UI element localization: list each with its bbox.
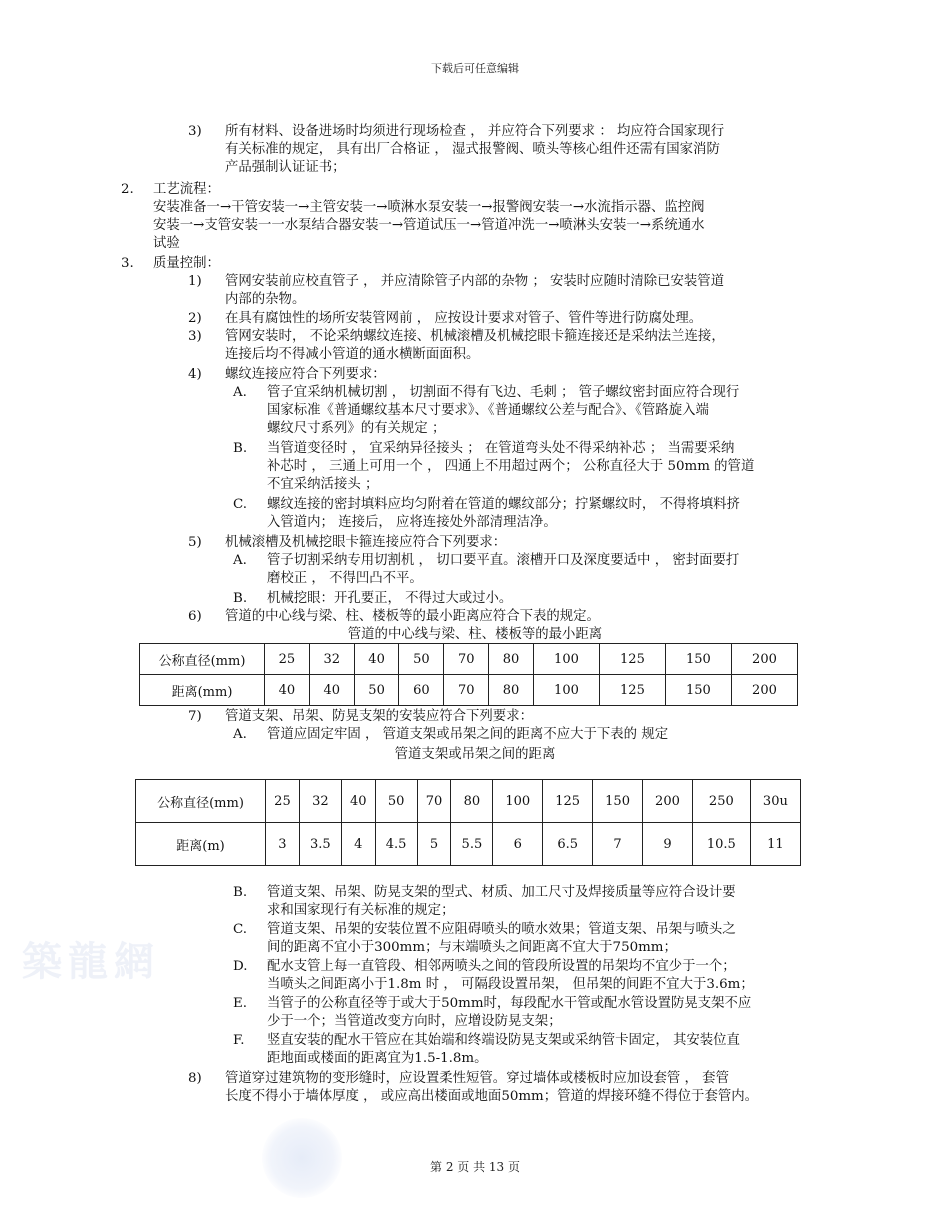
text-line: 管道支架、吊架的安装位置不应阻碍喷头的喷水效果；管道支架、吊架与喷头之 [267, 922, 736, 937]
text-line: 竖直安装的配水干管应在其始端和终端设防晃支架或采纳管卡固定， 其安装位直 [267, 1033, 740, 1048]
table-cell: 11 [750, 823, 800, 866]
text-line: 长度不得小于墙体厚度 ， 或应高出楼面或地面50mm；管道的焊接环缝不得位于套管内。 [225, 1089, 759, 1104]
text-line: 产品强制认证证书； [225, 160, 346, 175]
text-line: 在具有腐蚀性的场所安装管网前 ， 应按设计要求对管子、管件等进行防腐处理。 [225, 311, 703, 326]
text-line: 少于一个；当管道改变方向时，应增设防晃支架； [267, 1014, 562, 1029]
table-cell: 60 [399, 675, 444, 706]
watermark-text: 築龍網 [22, 938, 160, 985]
table-cell: 25 [265, 644, 310, 675]
item-number: 5) [188, 535, 202, 550]
table-cell: 50 [399, 644, 444, 675]
table2-caption: 管道支架或吊架之间的距离 [394, 747, 556, 762]
table-cell: 9 [643, 823, 693, 866]
table-cell: 200 [731, 644, 797, 675]
table-min-distance [139, 643, 798, 706]
table-cell: 80 [451, 780, 493, 823]
table-cell: 125 [599, 675, 665, 706]
row-label: 公称直径(mm) [140, 644, 265, 675]
text-line: 磨校正 ， 不得凹凸不平。 [267, 571, 423, 586]
table-cell: 5 [417, 823, 451, 866]
table-cell: 7 [593, 823, 643, 866]
table-cell: 200 [643, 780, 693, 823]
table-cell: 200 [731, 675, 797, 706]
item-number: B. [233, 591, 248, 606]
table-cell: 70 [444, 675, 489, 706]
table-cell: 40 [341, 780, 375, 823]
text-line: 当喷头之间距离小于1.8m 时 ， 可隔段设置吊架， 但吊架的间距不宜大于3.6m； [267, 977, 754, 992]
text-line: 求和国家现行有关标准的规定； [267, 903, 455, 918]
text-line: 螺纹连接的密封填料应均匀附着在管道的螺纹部分；拧紧螺纹时， 不得将填料挤 [267, 497, 740, 512]
item-number: 7) [188, 709, 202, 724]
text-line: 安装一→支管安装一一水泵结合器安装一→管道试压一→管道冲洗一→喷淋头安装一→系统通水 [153, 218, 705, 233]
text-line: 安装准备一→干管安装一→主管安装一→喷淋水泵安装一→报警阀安装一→水流指示器、监控阀 [153, 200, 705, 215]
text-line: 试验 [153, 236, 180, 251]
text-line: 距地面或楼面的距离宜为1.5-1.8m。 [267, 1051, 488, 1066]
text-line: 管道应固定牢固 ， 管道支架或吊架之间的距离不应大于下表的 规定 [267, 727, 669, 742]
section-title: 管道的中心线与梁、柱、楼板等的最小距离应符合下表的规定。 [225, 609, 600, 624]
section-title: 螺纹连接应符合下列要求： [225, 367, 386, 382]
table-cell: 100 [493, 780, 543, 823]
text-line: 连接后均不得减小管道的通水横断面面积。 [225, 347, 480, 362]
item-number: C. [233, 922, 248, 937]
table-row [140, 644, 798, 675]
text-line: 内部的杂物。 [225, 292, 306, 307]
page-header: 下载后可任意编辑 [431, 62, 519, 75]
section-title: 机械滚槽及机械挖眼卡箍连接应符合下列要求： [225, 535, 507, 550]
table-cell: 70 [444, 644, 489, 675]
table-row [136, 823, 801, 866]
table-cell: 250 [692, 780, 750, 823]
section-title: 管道支架、吊架、防晃支架的安装应符合下列要求： [225, 709, 533, 724]
item-number: D. [233, 959, 248, 974]
item-number: 3) [188, 329, 202, 344]
table-cell: 4.5 [375, 823, 417, 866]
text-line: 螺纹尺寸系列》的有关规定 ； [267, 421, 446, 436]
table-cell: 125 [543, 780, 593, 823]
text-line: 不宜采纳活接头 ； [267, 477, 379, 492]
table-cell: 6.5 [543, 823, 593, 866]
table-cell: 80 [489, 644, 534, 675]
text-line: 管网安装前应校直管子 ， 并应清除管子内部的杂物 ； 安装时应随时清除已安装管道 [225, 274, 725, 289]
table-support-distance [135, 779, 801, 866]
text-line: 管道穿过建筑物的变形缝时，应设置柔性短管。穿过墙体或楼板时应加设套管 ， 套管 [225, 1071, 729, 1086]
item-number: 1) [188, 274, 202, 289]
table-cell: 40 [354, 644, 399, 675]
text-line: 管子切割采纳专用切割机 ， 切口要平直。滚槽开口及深度要适中 ， 密封面要打 [267, 553, 740, 568]
table-cell: 6 [493, 823, 543, 866]
item-number: B. [233, 885, 248, 900]
row-label: 公称直径(mm) [136, 780, 266, 823]
table-cell: 40 [309, 675, 354, 706]
text-line: 当管道变径时 ， 宜采纳异径接头 ； 在管道弯头处不得采纳补芯 ； 当需要采纳 [267, 441, 735, 456]
item-number: E. [233, 996, 248, 1011]
text-line: 国家标准《普通螺纹基本尺寸要求》、《普通螺纹公差与配合》、《管路旋入端 [267, 403, 709, 418]
item-number: A. [233, 553, 247, 568]
text-line: 管道支架、吊架、防晃支架的型式、材质、加工尺寸及焊接质量等应符合设计要 [267, 885, 736, 900]
table-row [136, 780, 801, 823]
table-cell: 50 [375, 780, 417, 823]
table-cell: 3.5 [299, 823, 341, 866]
item-number: 8) [188, 1071, 202, 1086]
table-cell: 25 [266, 780, 300, 823]
text-line: 入管道内； 连接后， 应将连接处外部清理洁净。 [267, 515, 557, 530]
item-number: 2. [121, 182, 134, 197]
page-footer: 第 2 页 共 13 页 [430, 1160, 520, 1174]
text-line: 补芯时 ， 三通上可用一个 ， 四通上不用超过两个； 公称直径大于 50mm 的管道 [267, 459, 755, 474]
table1-caption: 管道的中心线与梁、柱、楼板等的最小距离 [347, 627, 603, 642]
item-number: 6) [188, 609, 202, 624]
table-cell: 30u [750, 780, 800, 823]
text-line: 当管子的公称直径等于或大于50mm时，每段配水干管或配水管设置防晃支架不应 [267, 996, 752, 1011]
item-number: 4) [188, 367, 202, 382]
item-number: 3) [188, 124, 202, 139]
item-number: F. [233, 1033, 245, 1048]
table-cell: 80 [489, 675, 534, 706]
item-number: 3. [121, 256, 134, 271]
text-line: 管网安装时， 不论采纳螺纹连接、机械滚槽及机械挖眼卡箍连接还是采纳法兰连接， [225, 329, 725, 344]
text-line: 管子宜采纳机械切割 ， 切割面不得有飞边、毛刺 ； 管子螺纹密封面应符合现行 [267, 385, 740, 400]
table-cell: 150 [593, 780, 643, 823]
table-cell: 50 [354, 675, 399, 706]
item-number: 2) [188, 311, 202, 326]
table-cell: 100 [533, 644, 599, 675]
item-number: B. [233, 441, 248, 456]
item-number: C. [233, 497, 248, 512]
table-row [140, 675, 798, 706]
table-cell: 32 [299, 780, 341, 823]
table-cell: 100 [533, 675, 599, 706]
text-line: 所有材料、设备进场时均须进行现场检查 ， 并应符合下列要求 ： 均应符合国家现行 [225, 124, 725, 139]
table-cell: 125 [599, 644, 665, 675]
text-line: 机械挖眼：开孔要正， 不得过大或过小。 [267, 591, 513, 606]
item-number: A. [233, 727, 247, 742]
section-title: 工艺流程： [153, 182, 220, 197]
section-title: 质量控制： [153, 256, 220, 271]
table-cell: 4 [341, 823, 375, 866]
table-cell: 32 [309, 644, 354, 675]
table-cell: 5.5 [451, 823, 493, 866]
table-cell: 150 [665, 644, 731, 675]
text-line: 间的距离不宜小于300mm；与末端喷头之间距离不宜大于750mm； [267, 940, 677, 955]
item-number: A. [233, 385, 247, 400]
table-cell: 70 [417, 780, 451, 823]
table-cell: 40 [265, 675, 310, 706]
table-cell: 3 [266, 823, 300, 866]
text-line: 配水支管上每一直管段、相邻两喷头之间的管段所设置的吊架均不宜少于一个； [267, 959, 736, 974]
row-label: 距离(m) [136, 823, 266, 866]
row-label: 距离(mm) [140, 675, 265, 706]
text-line: 有关标准的规定， 具有出厂合格证 ， 湿式报警阀、喷头等核心组件还需有国家消防 [225, 142, 720, 157]
table-cell: 10.5 [692, 823, 750, 866]
table-cell: 150 [665, 675, 731, 706]
